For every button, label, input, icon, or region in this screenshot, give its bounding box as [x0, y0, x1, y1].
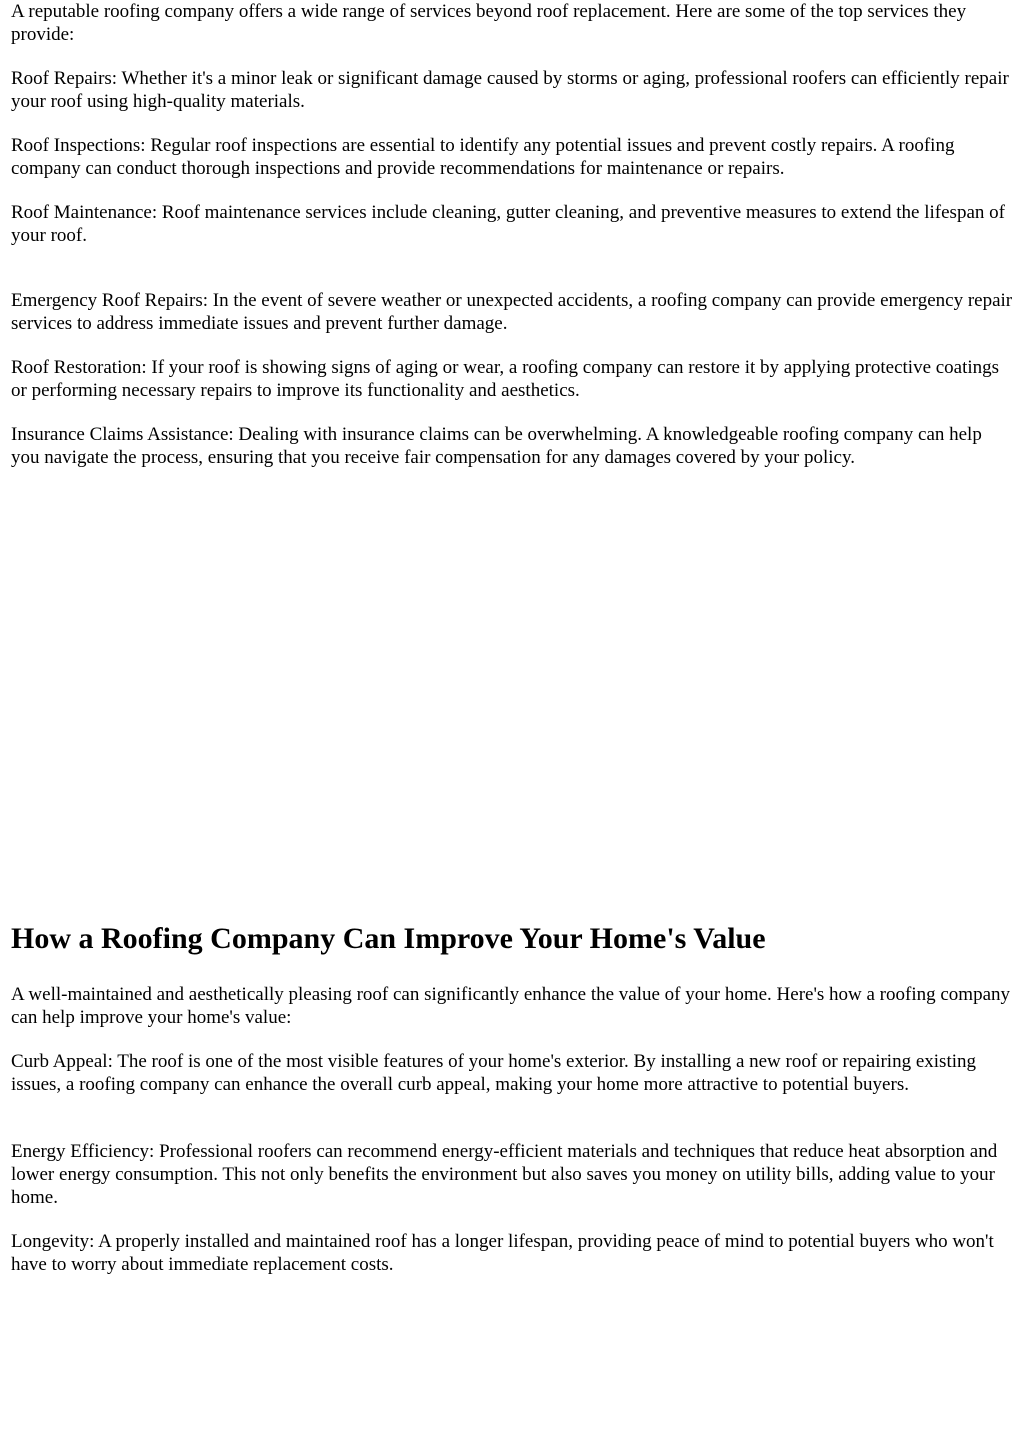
service-roof-repairs: Roof Repairs: Whether it's a minor leak or significant damage caused by storms or aging, professional roofers can efficiently repair your roof using high-quality materials.	[11, 68, 1009, 112]
service-roof-inspections: Roof Inspections: Regular roof inspections are essential to identify any potential issues and prevent costly repairs. A roofing company can conduct thorough inspections and provide recommendations for maintenance or repairs.	[11, 135, 955, 179]
services-intro: A reputable roofing company offers a wide range of services beyond roof replacement. Here are some of the top services they provide:	[11, 1, 967, 45]
section-heading: How a Roofing Company Can Improve Your Home's Value	[11, 922, 766, 955]
service-insurance-claims: Insurance Claims Assistance: Dealing with insurance claims can be overwhelming. A knowledgeable roofing company can help you navigate the process, ensuring that you receive fair compensation for any damages covered by your policy.	[11, 424, 982, 468]
value-longevity: Longevity: A properly installed and maintained roof has a longer lifespan, providing peace of mind to potential buyers who won't have to worry about immediate replacement costs.	[11, 1231, 994, 1275]
value-curb-appeal: Curb Appeal: The roof is one of the most visible features of your home's exterior. By installing a new roof or repairing existing issues, a roofing company can enhance the overall curb appeal, making your home more attractive to potential buyers.	[11, 1051, 977, 1095]
service-roof-restoration: Roof Restoration: If your roof is showing signs of aging or wear, a roofing company can restore it by applying protective coatings or performing necessary repairs to improve its functionality and aesthetics.	[11, 357, 1000, 401]
service-roof-maintenance: Roof Maintenance: Roof maintenance services include cleaning, gutter cleaning, and preventive measures to extend the lifespan of your roof.	[11, 202, 1005, 246]
value-energy-efficiency: Energy Efficiency: Professional roofers can recommend energy-efficient materials and techniques that reduce heat absorption and lower energy consumption. This not only benefits the environment but also saves you money on utility bills, adding value to your home.	[11, 1141, 998, 1208]
service-emergency-repairs: Emergency Roof Repairs: In the event of severe weather or unexpected accidents, a roofing company can provide emergency repair services to address immediate issues and prevent further damage.	[11, 290, 1013, 334]
home-value-intro: A well-maintained and aesthetically pleasing roof can significantly enhance the value of your home. Here's how a roofing company can help improve your home's value:	[11, 984, 1011, 1028]
